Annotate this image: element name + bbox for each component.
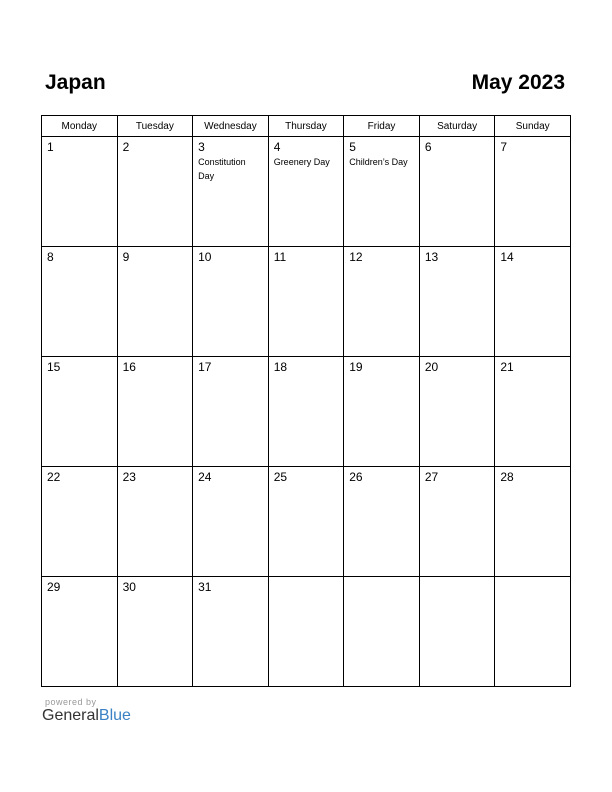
day-number: 3 bbox=[198, 140, 205, 154]
day-number: 30 bbox=[122, 580, 136, 594]
day-number: 27 bbox=[424, 470, 439, 484]
day-number: 13 bbox=[424, 250, 439, 264]
weekday-header: Friday bbox=[344, 116, 420, 137]
brand-general-text: General bbox=[42, 707, 99, 724]
month-year-title: May 2023 bbox=[471, 71, 565, 94]
weekday-header: Tuesday bbox=[117, 116, 193, 137]
weekday-header-row bbox=[42, 116, 571, 137]
day-cell bbox=[419, 247, 495, 357]
day-cell bbox=[495, 247, 571, 357]
day-number: 5 bbox=[349, 140, 356, 154]
day-cell bbox=[344, 137, 420, 247]
calendar-grid bbox=[41, 115, 571, 687]
day-number: 23 bbox=[122, 470, 136, 484]
day-number: 1 bbox=[47, 140, 54, 154]
day-cell bbox=[419, 137, 495, 247]
footer bbox=[42, 697, 131, 725]
day-cell bbox=[419, 357, 495, 467]
day-number: 9 bbox=[122, 250, 130, 264]
day-cell bbox=[495, 357, 571, 467]
week-row bbox=[42, 137, 571, 247]
day-number: 16 bbox=[122, 360, 136, 374]
weekday-header: Thursday bbox=[268, 116, 344, 137]
day-number: 15 bbox=[47, 360, 61, 374]
week-row bbox=[42, 357, 571, 467]
day-number: 20 bbox=[424, 360, 439, 374]
weekday-header: Saturday bbox=[419, 116, 495, 137]
day-cell bbox=[268, 137, 344, 247]
week-row bbox=[42, 247, 571, 357]
week-row bbox=[42, 577, 571, 687]
day-cell bbox=[268, 247, 344, 357]
day-number: 21 bbox=[500, 360, 514, 374]
day-cell bbox=[495, 137, 571, 247]
day-cell bbox=[344, 247, 420, 357]
day-number: 18 bbox=[273, 360, 288, 374]
day-cell bbox=[193, 357, 269, 467]
day-cell bbox=[117, 577, 193, 687]
day-cell bbox=[42, 577, 118, 687]
day-number: 2 bbox=[122, 140, 130, 154]
powered-by-text: powered by bbox=[45, 697, 97, 707]
day-number: 29 bbox=[47, 580, 61, 594]
day-cell bbox=[268, 357, 344, 467]
day-number: 6 bbox=[424, 140, 432, 154]
brand-logo[interactable] bbox=[42, 707, 131, 725]
day-number: 4 bbox=[273, 140, 281, 154]
week-row bbox=[42, 467, 571, 577]
day-cell bbox=[117, 247, 193, 357]
day-cell bbox=[495, 577, 571, 687]
weekday-header: Sunday bbox=[495, 116, 571, 137]
day-cell bbox=[193, 577, 269, 687]
weekday-header: Monday bbox=[42, 116, 118, 137]
day-number: 19 bbox=[349, 360, 363, 374]
day-cell bbox=[344, 357, 420, 467]
day-cell bbox=[42, 137, 118, 247]
day-cell bbox=[419, 577, 495, 687]
day-cell bbox=[344, 577, 420, 687]
day-cell bbox=[193, 137, 269, 247]
day-cell bbox=[42, 467, 118, 577]
holiday-label: Constitution Day bbox=[198, 157, 246, 181]
day-cell bbox=[117, 357, 193, 467]
day-number: 7 bbox=[500, 140, 508, 154]
holiday-label: Children’s Day bbox=[349, 157, 408, 167]
day-cell bbox=[42, 357, 118, 467]
day-number: 25 bbox=[273, 470, 288, 484]
day-cell bbox=[117, 137, 193, 247]
day-number: 28 bbox=[500, 470, 514, 484]
day-cell bbox=[344, 467, 420, 577]
day-cell bbox=[268, 467, 344, 577]
day-cell bbox=[419, 467, 495, 577]
day-cell bbox=[42, 247, 118, 357]
day-number: 8 bbox=[47, 250, 54, 264]
day-cell bbox=[117, 467, 193, 577]
holiday-label: Greenery Day bbox=[273, 157, 330, 167]
brand-blue-text: Blue bbox=[98, 707, 131, 724]
weekday-header: Wednesday bbox=[193, 116, 269, 137]
day-number: 10 bbox=[198, 250, 212, 264]
day-cell bbox=[193, 467, 269, 577]
day-cell bbox=[495, 467, 571, 577]
day-cell bbox=[193, 247, 269, 357]
day-number: 12 bbox=[349, 250, 363, 264]
day-number: 31 bbox=[198, 580, 212, 594]
day-number: 26 bbox=[349, 470, 363, 484]
day-cell bbox=[268, 577, 344, 687]
day-number: 17 bbox=[198, 360, 212, 374]
day-number: 22 bbox=[47, 470, 61, 484]
day-number: 24 bbox=[198, 470, 212, 484]
day-number: 14 bbox=[500, 250, 514, 264]
day-number: 11 bbox=[273, 250, 287, 264]
country-title: Japan bbox=[45, 71, 106, 94]
